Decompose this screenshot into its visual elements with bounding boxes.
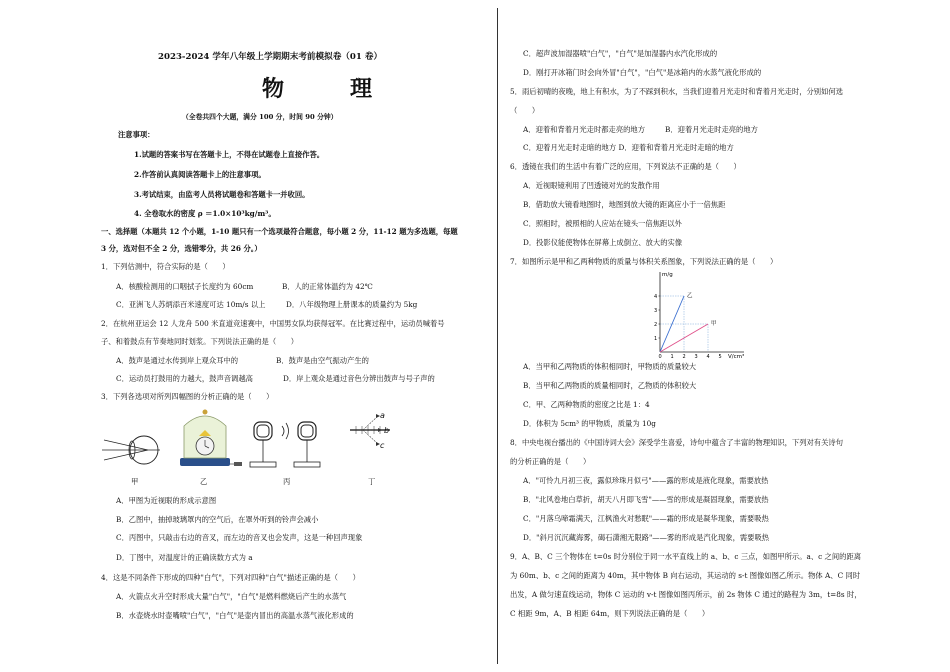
q4-option-b: B．水壶烧水时壶嘴喷"白气"，"白气"是壶内冒出的高温水蒸气液化形成的 [116,611,354,620]
subject-title: 物 理 [262,76,395,102]
notice-item: 1.试题的答案书写在答题卡上，不得在试题卷上直接作答。 [134,150,325,159]
fig-mark-c: c [380,441,385,450]
exam-info: （全卷共四个大题，满分 100 分，时间 90 分钟） [182,113,338,121]
q6-option-c: C．照相时，被照相的人应站在镜头一倍焦距以外 [523,219,682,228]
tuning-fork-diagram [250,422,320,467]
fig-label: 丙 [283,477,291,486]
fig-mark-a: a [380,411,385,420]
chart-grid [660,296,708,352]
column-divider [497,8,498,664]
q6-option-a: A．近视眼镜利用了凹透镜对光的发散作用 [523,181,660,190]
fig-label: 乙 [200,477,208,486]
q1-stem: 1．下列估测中，符合实际的是（ ） [101,262,230,271]
fig-label: 甲 [131,477,139,486]
x-tick-label: 4 [706,354,710,360]
q2-option-c: C．运动员打鼓用的力越大，鼓声音调越高 [116,374,253,383]
q1-option-c: C．亚洲飞人苏炳添百米速度可达 10m/s 以上 [116,300,266,309]
q7-stem: 7．如图所示是甲和乙两种物质的质量与体积关系图象，下列说法正确的是（ ） [510,257,778,266]
q9-stem: C 相距 9m，A、B 相距 64m，则下列说法正确的是（ ） [510,609,710,618]
q1-option-a: A．核酸检测用的口咽拭子长度约为 60cm [116,282,254,291]
series-label: 乙 [687,293,693,299]
q5-option-c: C．迎着月光走时走暗的地方 D．迎着和背着月光走时走暗的地方 [523,143,734,152]
q8-option-c: C．"月落乌啼霜满天，江枫渔火对愁眠"——霜的形成是凝华现象，需要吸热 [523,514,769,523]
x-tick-label: 2 [682,354,686,360]
q7-option-c: C．甲、乙两种物质的密度之比是 1：4 [523,400,650,409]
eye-diagram [102,436,160,464]
q2-option-d: D．岸上观众是通过音色分辨出鼓声与号子声的 [283,374,435,383]
q1-option-b: B．人的正常体温约为 42℃ [282,282,373,291]
q8-stem: 8．中央电视台播出的《中国诗词大会》深受学生喜爱，诗句中蕴含了丰富的物理知识，下列对有关诗句 [510,438,843,447]
notice-item: 2.作答前认真阅读答题卡上的注意事项。 [134,170,266,179]
y-tick-label: 1 [654,336,658,342]
q5-option-a: A．迎着和背着月光走时都走亮的地方 [523,125,646,134]
q2-stem: 子、和着鼓点有节奏地同时划浆。下列说法正确的是（ ） [101,337,299,346]
x-tick-label: 1 [670,354,674,360]
q3-option-d: D．丁图中，对温度计的正确读数方式为 a [116,553,253,562]
q6-option-b: B．借助放大镜看地图时，地图到放大镜的距离应小于一倍焦距 [523,200,726,209]
x-axis-label: V/cm³ [728,354,745,360]
series-label: 甲 [711,321,717,327]
section-heading: 3 分，选对但不全 2 分，选错零分，共 26 分。） [101,244,262,253]
q3-option-a: A．甲图为近视眼的形成示意图 [116,496,217,505]
q9-stem: 出发，A 做匀速直线运动，物体 C 运动的 v-t 图像如图丙所示，前 2s 物体 C 通过的路程为 3m，t=8s 时， [510,590,862,599]
y-axis-label: m/g [662,272,673,278]
q4-option-d: D．刚打开冰箱门时会向外冒"白气"，"白气"是冰箱内的水蒸气液化形成的 [523,68,762,77]
notice-item: 3.考试结束，由监考人员将试题卷和答题卡一并收回。 [134,190,310,199]
q8-option-a: A．"可怜九月初三夜，露似珍珠月似弓"——露的形成是液化现象，需要放热 [523,476,769,485]
q7-option-a: A．当甲和乙两物质的体积相同时，甲物质的质量较大 [523,362,697,371]
section-heading: 一、选择题（本题共 12 个小题，1-10 题只有一个选项最符合题意，每小题 2 分，11-12 题为多选题，每题 [101,227,458,236]
q4-stem: 4．这是不同条件下形成的四种"白气"，下列对四种"白气"描述正确的是（ ） [101,573,360,582]
bell-jar-diagram [180,410,242,467]
q5-stem: （ ） [510,106,540,115]
q3-option-b: B．乙图中，抽掉玻璃罩内的空气后，在罩外听到的铃声会减小 [116,515,319,524]
q6-stem: 6．透镜在我们的生活中有着广泛的应用，下列说法不正确的是（ ） [510,162,741,171]
q9-stem: 9．A、B、C 三个物体在 t=0s 时分别位于同一水平直线上的 a、b、c 三点，如图甲所示。a、c 之间的距离 [510,552,862,561]
q5-stem: 5．雨后初晴的夜晚，地上有积水，为了不踩到积水，当我们迎着月光走时和背着月光走时，分别如何选 [510,87,843,96]
q7-option-d: D．体积为 5cm³ 的甲物质，质量为 10g [523,419,656,428]
q1-option-d: D．八年级物理上册课本的质量约为 5kg [286,300,418,309]
x-tick-label: 5 [718,354,722,360]
q8-option-b: B．"北风卷地白草折，胡天八月即飞雪"——雪的形成是凝固现象，需要放热 [523,495,769,504]
fig-label: 丁 [368,477,376,486]
x-tick-label: 3 [694,354,698,360]
right-column [500,0,950,672]
q3-stem: 3．下列各选项对所列四幅图的分析正确的是（ ） [101,392,274,401]
q7-chart [648,268,750,360]
x-tick-label: 0 [658,354,662,360]
q4-option-c: C．超声波加湿器喷"白气"，"白气"是加湿器内水汽化形成的 [523,49,718,58]
q3-option-c: C．丙图中，只敲击右边的音叉，而左边的音叉也会发声，这是一种回声现象 [116,533,363,542]
q2-option-b: B．鼓声是由空气振动产生的 [276,356,369,365]
q4-option-a: A．火箭点火升空时形成大量"白气"，"白气"是燃料燃烧后产生的水蒸气 [116,592,347,601]
q6-option-d: D．投影仪能使物体在屏幕上成倒立、放大的实像 [523,238,683,247]
q3-figures [100,404,485,488]
q5-option-b: B．迎着月光走时走亮的地方 [665,125,758,134]
y-tick-label: 4 [654,294,658,300]
y-tick-label: 3 [654,308,658,314]
notice-item: 4. 全卷取水的密度 ρ ＝1.0×10³kg/m³。 [134,209,276,218]
q7-option-b: B．当甲和乙两物质的质量相同时，乙物质的体积较大 [523,381,697,390]
q2-option-a: A．鼓声是通过水传到岸上观众耳中的 [116,356,239,365]
q9-stem: 为 60m、b、c 之间的距离为 40m，其中物体 B 向右运动，其运动的 s-t 图像如图乙所示。物体 A、C 同时 [510,571,861,580]
series-line-jia [660,324,708,352]
q8-option-d: D．"斜月沉沉藏海雾，碣石潇湘无限路"——雾的形成是汽化现象，需要吸热 [523,533,770,542]
q8-stem: 的分析正确的是（ ） [510,457,591,466]
fig-mark-b: b [384,426,390,435]
y-tick-label: 2 [654,322,658,328]
q2-stem: 2．在杭州亚运会 12 人龙舟 500 米直道竞速赛中，中国男女队均获得冠军。在比赛过程中，运动员喊着号 [101,319,445,328]
exam-title: 2023-2024 学年八年级上学期期末考前模拟卷（01 卷） [158,52,383,62]
notice-title: 注意事项： [118,130,155,139]
